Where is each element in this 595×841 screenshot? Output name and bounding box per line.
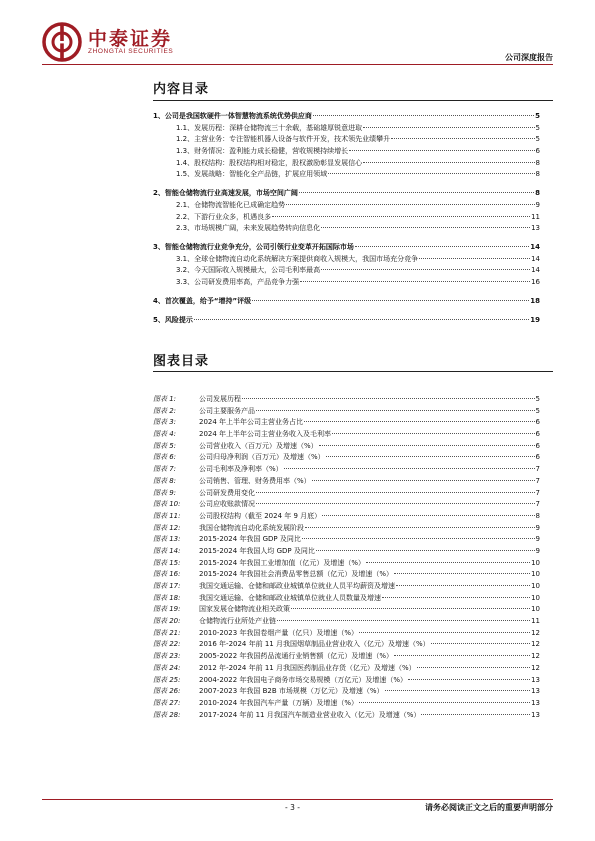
figure-title: 2007-2023 年我国 B2B 市场规模（万亿元）及增速（%） <box>199 687 384 696</box>
figure-page: 7 <box>535 500 540 509</box>
figure-title: 2012 年-2024 年前 11 月我国医药制品业存货（亿元）及增速（%） <box>199 663 416 672</box>
figure-page: 12 <box>531 640 540 649</box>
toc-gap <box>153 181 540 188</box>
figure-link[interactable] <box>153 523 540 535</box>
figure-title: 公司发展历程 <box>199 395 241 403</box>
figure-page: 13 <box>531 675 540 684</box>
figure-label: 图表 26: <box>153 687 181 696</box>
toc-entry-text: 3.1、全球仓储物流自动化系统解决方案提供商收入规模大，我国市场充分竞争 <box>176 254 419 263</box>
dot-leader <box>332 433 534 434</box>
figure-label: 图表 19: <box>153 605 181 614</box>
toc-section-link[interactable] <box>153 265 540 277</box>
figure-page: 5 <box>535 395 540 403</box>
figure-title: 2005-2022 年我国药品流通行业销售额（亿元）及增速（%） <box>199 652 394 661</box>
figure-title: 2024 年上半年公司主营业务收入及毛利率 <box>199 430 332 439</box>
figure-page: 9 <box>535 523 540 532</box>
toc-section-link[interactable] <box>153 146 540 158</box>
dot-leader <box>256 503 535 504</box>
toc-entry-page: 11 <box>531 212 540 221</box>
dot-leader <box>391 138 534 139</box>
figure-page: 7 <box>535 488 540 497</box>
figure-page: 12 <box>531 663 540 672</box>
figure-label: 图表 21: <box>153 628 181 637</box>
toc-entry-page: 9 <box>535 200 540 209</box>
brand-name-cn: 中泰证券 <box>88 28 173 50</box>
figure-page: 6 <box>535 430 540 439</box>
figure-page: 7 <box>535 476 540 485</box>
figure-label: 图表 3: <box>153 418 177 427</box>
toc-section-link[interactable] <box>153 277 540 289</box>
toc-entry-page: 14 <box>531 266 540 275</box>
figure-page: 6 <box>535 441 540 450</box>
toc-gap <box>153 289 540 296</box>
toc-entry-page: 5 <box>535 135 540 144</box>
figure-label: 图表 28: <box>153 710 181 719</box>
figure-page: 6 <box>535 453 540 462</box>
header-divider <box>42 64 553 65</box>
dot-leader <box>284 468 535 469</box>
figure-page: 10 <box>531 593 540 602</box>
figure-link[interactable] <box>153 417 540 429</box>
dot-leader <box>363 162 534 163</box>
figure-label: 图表 15: <box>153 558 181 567</box>
toc-entry-text: 1、公司是我国软硬件一体智慧物流系统优势供应商 <box>153 112 312 120</box>
dot-leader <box>321 227 530 228</box>
toc-title-rule <box>153 100 553 101</box>
dot-leader <box>321 269 530 270</box>
dot-leader <box>277 620 530 621</box>
figure-label: 图表 5: <box>153 441 177 450</box>
dot-leader <box>322 515 534 516</box>
toc-entry-page: 16 <box>531 278 540 287</box>
figure-page: 7 <box>535 465 540 474</box>
toc-entry-text: 5、风险提示 <box>153 316 193 325</box>
figure-link[interactable] <box>153 464 540 476</box>
figure-link[interactable] <box>153 604 540 616</box>
dot-leader <box>326 456 535 457</box>
toc-entry-page: 8 <box>535 158 540 167</box>
figure-label: 图表 9: <box>153 488 177 497</box>
dot-leader <box>431 643 530 644</box>
toc-chapter-link[interactable] <box>153 296 540 308</box>
figure-label: 图表 17: <box>153 582 181 590</box>
figure-label: 图表 27: <box>153 698 181 707</box>
figure-title: 公司销售、管理、财务费用率（%） <box>199 476 311 485</box>
dot-leader <box>396 585 530 586</box>
toc-section-link[interactable] <box>153 223 540 235</box>
figure-link[interactable] <box>153 406 540 418</box>
figure-label: 图表 22: <box>153 640 181 649</box>
dot-leader <box>355 246 529 247</box>
toc-entry-page: 8 <box>535 170 540 179</box>
figure-title: 公司毛利率及净利率（%） <box>199 465 283 474</box>
dot-leader <box>319 445 535 446</box>
toc-section-link[interactable] <box>153 123 540 135</box>
dot-leader <box>349 150 534 151</box>
toc-entry-page: 14 <box>531 254 540 263</box>
toc-list <box>153 111 540 327</box>
figure-title: 2015-2024 年我国人均 GDP 及同比 <box>199 546 315 555</box>
toc-entry-text: 2.1、仓储物流智能化已成确定趋势 <box>176 200 286 209</box>
toc-section-link[interactable] <box>153 158 540 170</box>
toc-entry-text: 1.2、主营业务：专注智能机器人设备与软件开发，技术领先业绩攀升 <box>176 135 391 144</box>
figure-label: 图表 11: <box>153 511 181 520</box>
figure-label: 图表 13: <box>153 535 181 544</box>
figure-title: 国家发展仓储物流业相关政策 <box>199 605 290 614</box>
figure-page: 13 <box>531 687 540 696</box>
figure-page: 5 <box>535 406 540 415</box>
toc-entry-text: 3.3、公司研发费用率高，产品竞争力强 <box>176 278 300 287</box>
figure-label: 图表 20: <box>153 617 181 626</box>
figure-link[interactable] <box>153 686 540 698</box>
toc-section-link[interactable] <box>153 200 540 212</box>
toc-title: 内容目录 <box>153 82 210 97</box>
toc-entry-text: 3.2、今天国际收入规模最大，公司毛利率最高 <box>176 266 321 275</box>
figure-label: 图表 8: <box>153 476 177 485</box>
dot-leader <box>305 527 535 528</box>
figure-label: 图表 7: <box>153 465 177 474</box>
toc-entry-text: 1.5、发展战略：智能化全产品链，扩展应用领域 <box>176 170 328 179</box>
toc-entry-page: 8 <box>535 189 540 198</box>
toc-gap <box>153 308 540 315</box>
figure-label: 图表 24: <box>153 663 181 672</box>
dot-leader <box>359 702 530 703</box>
dot-leader <box>408 679 530 680</box>
figure-page: 13 <box>531 710 540 719</box>
lof-list <box>153 394 540 721</box>
figure-link[interactable] <box>153 675 540 687</box>
footer-disclaimer: 请务必阅读正文之后的重要声明部分 <box>425 803 553 812</box>
figure-label: 图表 10: <box>153 500 181 509</box>
figure-link[interactable] <box>153 499 540 511</box>
dot-leader <box>194 319 529 320</box>
dot-leader <box>417 667 530 668</box>
figure-title: 公司归母净利润（百万元）及增速（%） <box>199 453 325 462</box>
figure-page: 10 <box>531 570 540 579</box>
dot-leader <box>286 204 534 205</box>
toc-entry-text: 1.3、财务情况：盈利能力成长稳健，营收规模持续增长 <box>176 146 349 155</box>
toc-entry-page: 6 <box>535 146 540 155</box>
toc-entry-text: 2.2、下游行业众多，机遇良多 <box>176 212 272 221</box>
figure-label: 图表 12: <box>153 523 181 532</box>
figure-page: 13 <box>531 698 540 707</box>
dot-leader <box>385 690 531 691</box>
figure-link[interactable] <box>153 441 540 453</box>
figure-page: 9 <box>535 546 540 555</box>
dot-leader <box>394 655 530 656</box>
page-number: - 3 - <box>285 803 300 812</box>
figure-link[interactable] <box>153 511 540 523</box>
figure-label: 图表 23: <box>153 652 181 661</box>
figure-link[interactable] <box>153 628 540 640</box>
figure-title: 我国交通运输、仓储和邮政业城镇单位就业人员平均薪资及增速 <box>199 582 395 590</box>
toc-chapter-link[interactable] <box>153 111 540 123</box>
toc-entry-text: 4、首次覆盖，给予“增持”评级 <box>153 297 252 306</box>
dot-leader <box>302 538 535 539</box>
figure-title: 我国交通运输、仓储和邮政业城镇单位就业人员数量及增速 <box>199 593 381 602</box>
figure-link[interactable] <box>153 569 540 581</box>
figure-link[interactable] <box>153 394 540 406</box>
dot-leader <box>256 410 535 411</box>
figure-title: 2024 年上半年公司主营业务占比 <box>199 418 304 427</box>
dot-leader <box>359 632 530 633</box>
figure-title: 2010-2024 年我国汽车产量（万辆）及增速（%） <box>199 698 359 707</box>
figure-page: 6 <box>535 418 540 427</box>
toc-entry-text: 2、智能仓储物流行业高速发展，市场空间广阔 <box>153 189 298 198</box>
figure-title: 公司研发费用变化 <box>199 488 255 497</box>
figure-link[interactable] <box>153 651 540 663</box>
figure-page: 12 <box>531 628 540 637</box>
figure-label: 图表 18: <box>153 593 181 602</box>
toc-section-link[interactable] <box>153 254 540 266</box>
toc-entry-page: 14 <box>530 243 540 252</box>
lof-title: 图表目录 <box>153 354 210 369</box>
toc-chapter-link[interactable] <box>153 242 540 254</box>
figure-title: 2015-2024 年我国社会消费品零售总额（亿元）及增速（%） <box>199 570 394 579</box>
figure-page: 11 <box>531 617 540 626</box>
lof-title-rule <box>153 371 553 372</box>
figure-link[interactable] <box>153 429 540 441</box>
figure-page: 10 <box>531 558 540 567</box>
figure-page: 10 <box>531 605 540 614</box>
dot-leader <box>300 281 530 282</box>
toc-gap <box>153 235 540 242</box>
footer-divider <box>42 799 553 800</box>
figure-label: 图表 25: <box>153 675 181 684</box>
page-header <box>0 0 595 70</box>
toc-entry-page: 19 <box>530 316 540 325</box>
figure-page: 8 <box>535 511 540 520</box>
figure-link[interactable] <box>153 546 540 558</box>
dot-leader <box>328 173 534 174</box>
figure-title: 公司营业收入（百万元）及增速（%） <box>199 441 318 450</box>
report-type: 公司深度报告 <box>505 53 553 62</box>
figure-title: 2017-2024 年前 11 月我国汽车制造业营业收入（亿元）及增速（%） <box>199 710 421 719</box>
toc-entry-text: 3、智能仓储物流行业竞争充分，公司引领行业变革开拓国际市场 <box>153 243 354 252</box>
figure-title: 2015-2024 年我国工业增加值（亿元）及增速（%） <box>199 558 366 567</box>
toc-entry-page: 5 <box>535 112 540 120</box>
dot-leader <box>394 573 530 574</box>
toc-chapter-link[interactable] <box>153 188 540 200</box>
figure-label: 图表 16: <box>153 570 181 579</box>
dot-leader <box>363 127 534 128</box>
figure-title: 2010-2023 年我国卷烟产量（亿只）及增速（%） <box>199 628 359 637</box>
toc-entry-text: 2.3、市场规模广阔，未来发展趋势转向信息化 <box>176 224 321 233</box>
figure-title: 2015-2024 年我国 GDP 及同比 <box>199 535 301 544</box>
figure-label: 图表 2: <box>153 406 177 415</box>
toc-entry-page: 13 <box>531 224 540 233</box>
toc-section-link[interactable] <box>153 169 540 181</box>
figure-link[interactable] <box>153 534 540 546</box>
figure-link[interactable] <box>153 710 540 722</box>
figure-title: 仓储物流行业所处产业链 <box>199 617 276 626</box>
figure-link[interactable] <box>153 476 540 488</box>
figure-link[interactable] <box>153 581 540 593</box>
brand-name-en: ZHONGTAI SECURITIES <box>88 48 174 55</box>
dot-leader <box>272 216 530 217</box>
dot-leader <box>242 398 535 399</box>
figure-label: 图表 1: <box>153 395 177 403</box>
figure-page: 12 <box>531 652 540 661</box>
dot-leader <box>299 192 534 193</box>
figure-title: 公司应收账款情况 <box>199 500 255 509</box>
figure-label: 图表 6: <box>153 453 177 462</box>
toc-section-link[interactable] <box>153 134 540 146</box>
toc-entry-page: 5 <box>535 123 540 132</box>
toc-entry-text: 1.4、股权结构：股权结构相对稳定，股权激励彰显发展信心 <box>176 158 363 167</box>
dot-leader <box>419 258 530 259</box>
figure-title: 2004-2022 年我国电子商务市场交易规模（万亿元）及增速（%） <box>199 675 408 684</box>
toc-section-link[interactable] <box>153 212 540 224</box>
figure-link[interactable] <box>153 616 540 628</box>
figure-link[interactable] <box>153 698 540 710</box>
dot-leader <box>366 562 530 563</box>
figure-link[interactable] <box>153 663 540 675</box>
figure-link[interactable] <box>153 639 540 651</box>
dot-leader <box>382 597 530 598</box>
figure-label: 图表 14: <box>153 546 181 555</box>
figure-link[interactable] <box>153 488 540 500</box>
dot-leader <box>256 492 535 493</box>
zhongtai-logo-icon <box>42 22 82 62</box>
figure-title: 2016 年-2024 年前 11 月我国烟草制品业营业收入（亿元）及增速（%） <box>199 640 430 649</box>
figure-link[interactable] <box>153 452 540 464</box>
dot-leader <box>252 300 529 301</box>
figure-page: 10 <box>531 582 540 590</box>
dot-leader <box>312 480 535 481</box>
dot-leader <box>291 608 530 609</box>
figure-title: 我国仓储物流自动化系统发展阶段 <box>199 523 304 532</box>
dot-leader <box>421 714 530 715</box>
dot-leader <box>316 550 535 551</box>
figure-title: 公司主要服务产品 <box>199 406 255 415</box>
toc-entry-page: 18 <box>530 297 540 306</box>
dot-leader <box>304 421 534 422</box>
dot-leader <box>313 115 534 116</box>
figure-link[interactable] <box>153 558 540 570</box>
figure-link[interactable] <box>153 593 540 605</box>
toc-entry-text: 1.1、发展历程：深耕仓储物流三十余载，基础雄厚锐意进取 <box>176 123 363 132</box>
figure-title: 公司股权结构（截至 2024 年 9 月底） <box>199 511 322 520</box>
figure-label: 图表 4: <box>153 430 177 439</box>
toc-chapter-link[interactable] <box>153 315 540 327</box>
figure-page: 9 <box>535 535 540 544</box>
